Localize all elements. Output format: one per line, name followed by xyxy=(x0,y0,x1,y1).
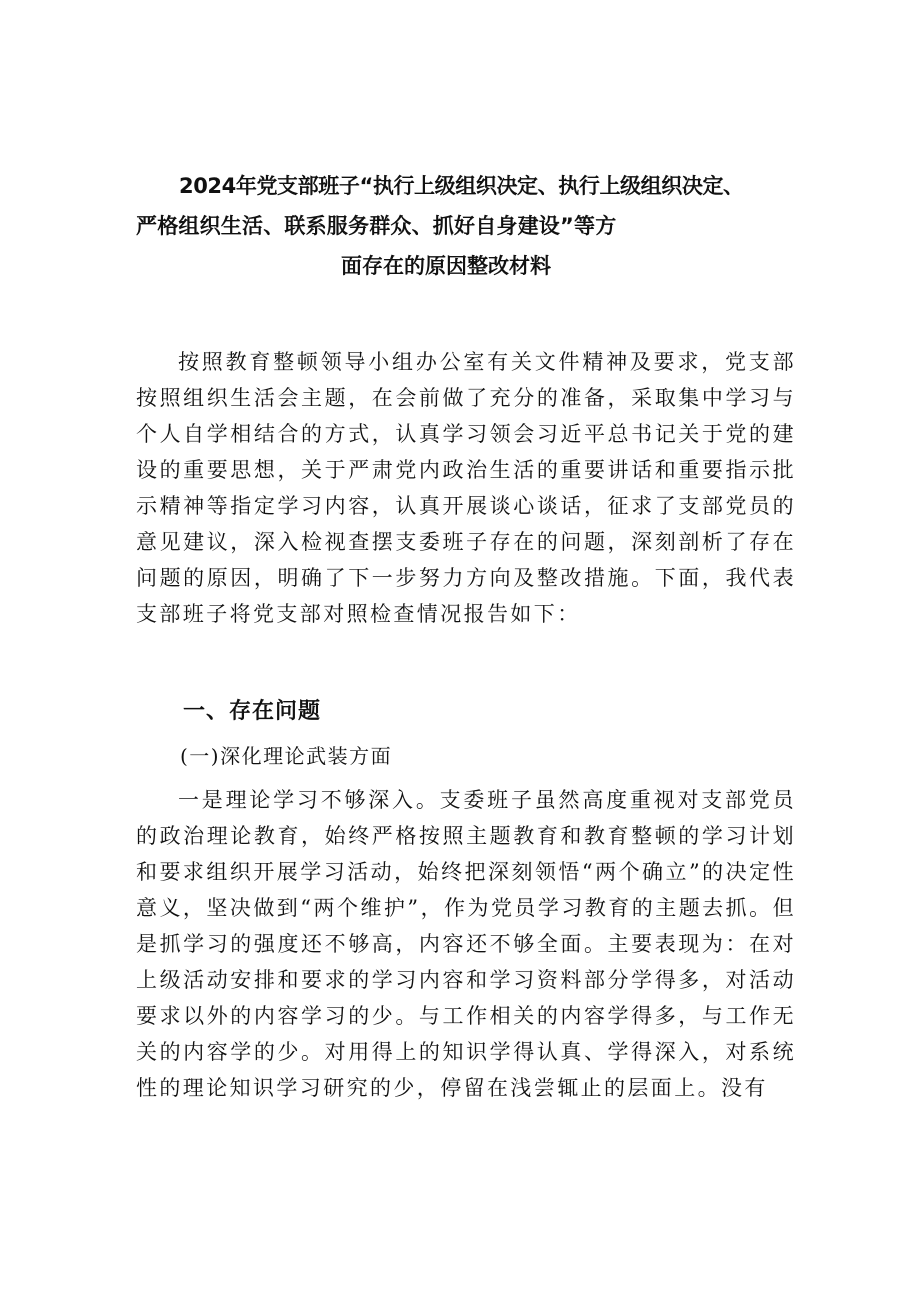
section-1-paragraph: 一是理论学习不够深入。支委班子虽然高度重视对支部党员的政治理论教育，始终严格按照主题教育和教育整顿的学习计划和要求组织开展学习活动，始终把深刻领悟“两个确立”的决定性意义，坚决做到“两个维护”，作为党员学习教育的主题去抓。但是抓学习的强度还不够高，内容还不够全面。主要表现为：在对上级活动安排和要求的学习内容和学习资料部分学得多，对活动要求以外的内容学习的少。与工作相关的内容学得多，与工作无关的内容学的少。对用得上的知识学得认真、学得深入，对系统性的理论知识学习研究的少，停留在浅尝辄止的层面上。没有 xyxy=(136,788,796,1100)
subsection-heading: (一)深化理论武装方面 xyxy=(180,744,393,768)
document-title xyxy=(136,166,796,286)
title-line-3: 面存在的原因整改材料 xyxy=(341,254,551,278)
intro-section xyxy=(136,344,796,632)
title-line-1: 2024年党支部班子“执行上级组织决定、执行上级组织决定、 xyxy=(179,174,744,198)
title-line-2: 严格组织生活、联系服务群众、抓好自身建设”等方 xyxy=(136,214,617,238)
section-1-body xyxy=(136,782,796,1106)
intro-paragraph: 按照教育整顿领导小组办公室有关文件精神及要求，党支部按照组织生活会主题，在会前做了充分的准备，采取集中学习与个人自学相结合的方式，认真学习领会习近平总书记关于党的建设的重要思想，关于严肃党内政治生活的重要讲话和重要指示批示精神等指定学习内容，认真开展谈心谈话，征求了支部党员的意见建议，深入检视查摆支委班子存在的问题，深刻剖析了存在问题的原因，明确了下一步努力方向及整改措施。下面，我代表支部班子将党支部对照检查情况报告如下： xyxy=(136,350,796,626)
section-heading: 一、存在问题 xyxy=(183,699,322,724)
